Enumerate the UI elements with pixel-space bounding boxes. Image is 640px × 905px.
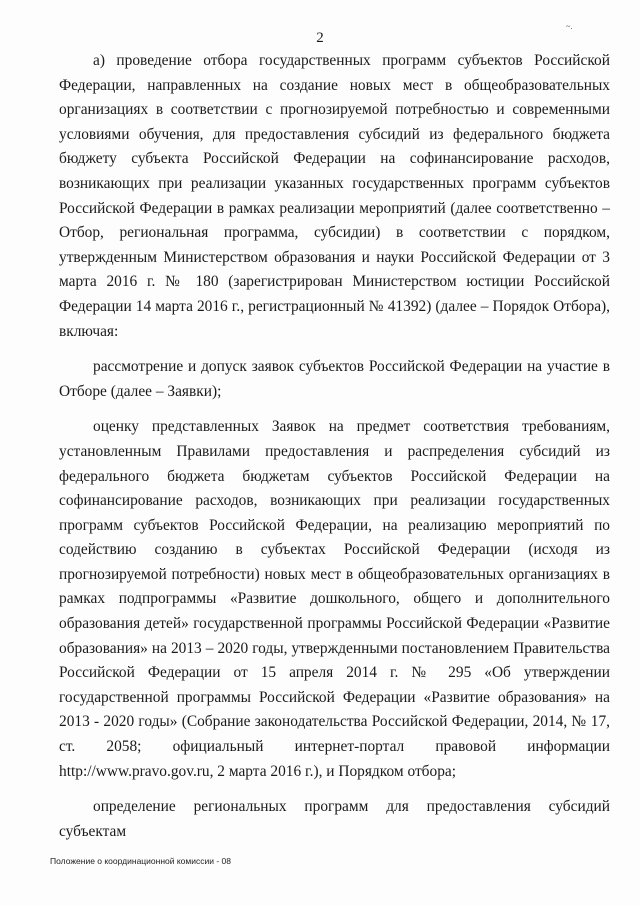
scan-artifact-mark: ~. — [566, 22, 573, 31]
document-body — [59, 49, 610, 844]
paragraph-application-review: рассмотрение и допуск заявок субъектов Российской Федерации на участие в Отборе (далее – Заявки); — [59, 358, 610, 400]
document-footer: Положение о координационной комиссии - 08 — [50, 856, 232, 866]
paragraph-selection-procedure: а) проведение отбора государственных программ субъектов Российской Федерации, направленных на создание новых мест в общеобразовательных организациях в соответствии с прогнозируемой потребностью и современными условиями обучения, для предоставления субсидий из федерального бюджета бюджету субъекта Российской Федерации на софинансирование расходов, возникающих при реализации указанных государственных программ субъектов Российской Федерации в рамках реализации мероприятий (далее соответственно – Отбор, региональная программа, субсидии) в соответствии с порядком, утвержденным Министерством образования и науки Российской Федерации от 3 марта 2016 г. № 180 (зарегистрирован Министерством юстиции Российской Федерации 14 марта 2016 г., регистрационный № 41392) (далее – Порядок Отбора), включая: — [59, 52, 610, 340]
page-number: 2 — [316, 30, 324, 46]
paragraph-program-determination: определение региональных программ для предоставления субсидий субъектам — [59, 798, 610, 840]
paragraph-application-assessment: оценку представленных Заявок на предмет соответствия требованиям, установленным Правилами предоставления и распределения субсидий из федерального бюджета бюджетам субъектов Российской Федерации на софинансирование расходов, возникающих при реализации государственных программ субъектов Российской Федерации, на реализацию мероприятий по содействию созданию в субъектах Российской Федерации (исходя из прогнозируемой потребности) новых мест в общеобразовательных организациях в рамках подпрограммы «Развитие дошкольного, общего и дополнительного образования детей» государственной программы Российской Федерации «Развитие образования» на 2013 – 2020 годы, утвержденными постановлением Правительства Российской Федерации от 15 апреля 2014 г. № 295 «Об утверждении государственной программы Российской Федерации «Развитие образования» на 2013 - 2020 годы» (Собрание законодательства Российской Федерации, 2014, № 17, ст. 2058; официальный интернет-портал правовой информации http://www.pravo.gov.ru, 2 марта 2016 г.), и Порядком отбора; — [59, 418, 610, 780]
